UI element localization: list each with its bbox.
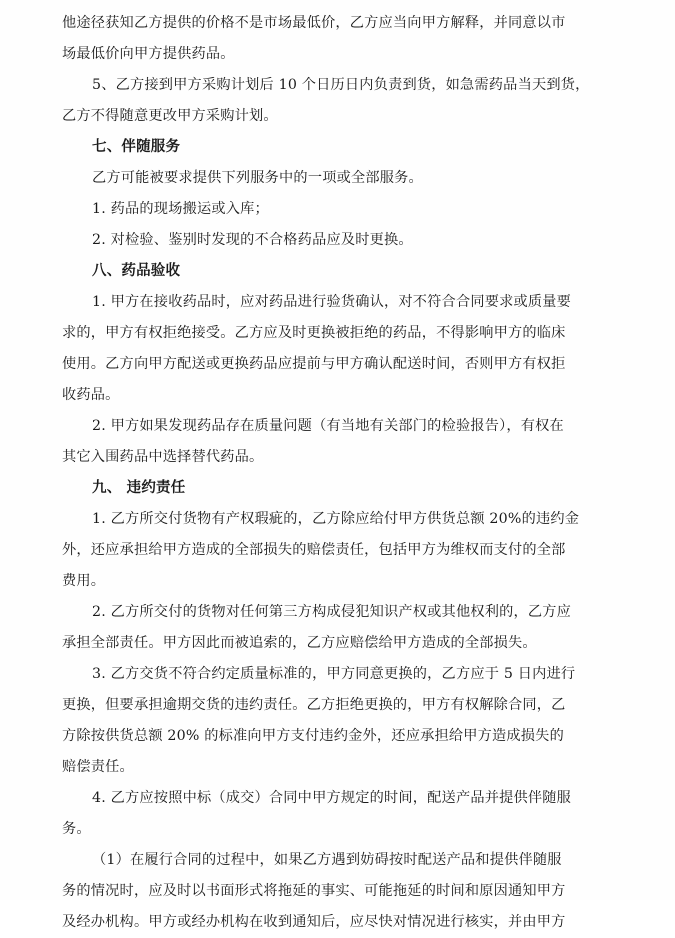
text-line: 费用。 xyxy=(62,573,106,589)
list-item: 2. 对检验、鉴别时发现的不合格药品应及时更换。 xyxy=(92,232,413,248)
text-line: 其它入围药品中选择替代药品。 xyxy=(62,449,264,465)
document-body xyxy=(62,8,622,938)
text-line: 1. 甲方在接收药品时，应对药品进行验货确认，对不符合合同要求或质量要 xyxy=(92,294,572,310)
text-line: 3. 乙方交货不符合约定质量标准的，甲方同意更换的，乙方应于 5 日内进行 xyxy=(92,666,576,682)
text-line: 外，还应承担给甲方造成的全部损失的赔偿责任，包括甲方为维权而支付的全部 xyxy=(62,542,566,558)
text-line: 更换，但要承担逾期交货的违约责任。乙方拒绝更换的，甲方有权解除合同，乙 xyxy=(62,697,566,713)
text-line: 他途径获知乙方提供的价格不是市场最低价，乙方应当向甲方解释，并同意以市 xyxy=(62,15,566,31)
text-line: 收药品。 xyxy=(62,387,120,403)
text-line: 1. 乙方所交付货物有产权瑕疵的，乙方除应给付甲方供货总额 20%的违约金 xyxy=(92,511,580,527)
text-line: （1）在履行合同的过程中，如果乙方遇到妨碍按时配送产品和提供伴随服 xyxy=(92,852,562,868)
text-line: 赔偿责任。 xyxy=(62,759,134,775)
text-line: 4. 乙方应按照中标（成交）合同中甲方规定的时间，配送产品并提供伴随服 xyxy=(92,790,572,806)
text-line: 乙方可能被要求提供下列服务中的一项或全部服务。 xyxy=(92,170,423,186)
section-heading: 七、伴随服务 xyxy=(92,139,181,155)
text-line: 2. 甲方如果发现药品存在质量问题（有当地有关部门的检验报告），有权在 xyxy=(92,418,564,434)
text-line: 5、乙方接到甲方采购计划后 10 个日历日内负责到货，如急需药品当天到货， xyxy=(92,77,590,93)
section-heading: 九、 违约责任 xyxy=(92,480,186,496)
text-line: 使用。乙方向甲方配送或更换药品应提前与甲方确认配送时间，否则甲方有权拒 xyxy=(62,356,566,372)
text-line: 务的情况时，应及时以书面形式将拖延的事实、可能拖延的时间和原因通知甲方 xyxy=(62,883,566,899)
section-heading: 八、药品验收 xyxy=(92,263,181,279)
text-line: 承担全部责任。甲方因此而被追索的，乙方应赔偿给甲方造成的全部损失。 xyxy=(62,635,537,651)
text-line: 及经办机构。甲方或经办机构在收到通知后，应尽快对情况进行核实，并由甲方 xyxy=(62,914,566,930)
text-line: 场最低价向甲方提供药品。 xyxy=(62,46,235,62)
text-line: 方除按供货总额 20% 的标准向甲方支付违约金外，还应承担给甲方造成损失的 xyxy=(62,728,564,744)
text-line: 2. 乙方所交付的货物对任何第三方构成侵犯知识产权或其他权利的，乙方应 xyxy=(92,604,572,620)
text-line: 务。 xyxy=(62,821,91,837)
list-item: 1. 药品的现场搬运或入库； xyxy=(92,201,269,217)
text-line: 乙方不得随意更改甲方采购计划。 xyxy=(62,108,278,124)
text-line: 求的，甲方有权拒绝接受。乙方应及时更换被拒绝的药品，不得影响甲方的临床 xyxy=(62,325,566,341)
